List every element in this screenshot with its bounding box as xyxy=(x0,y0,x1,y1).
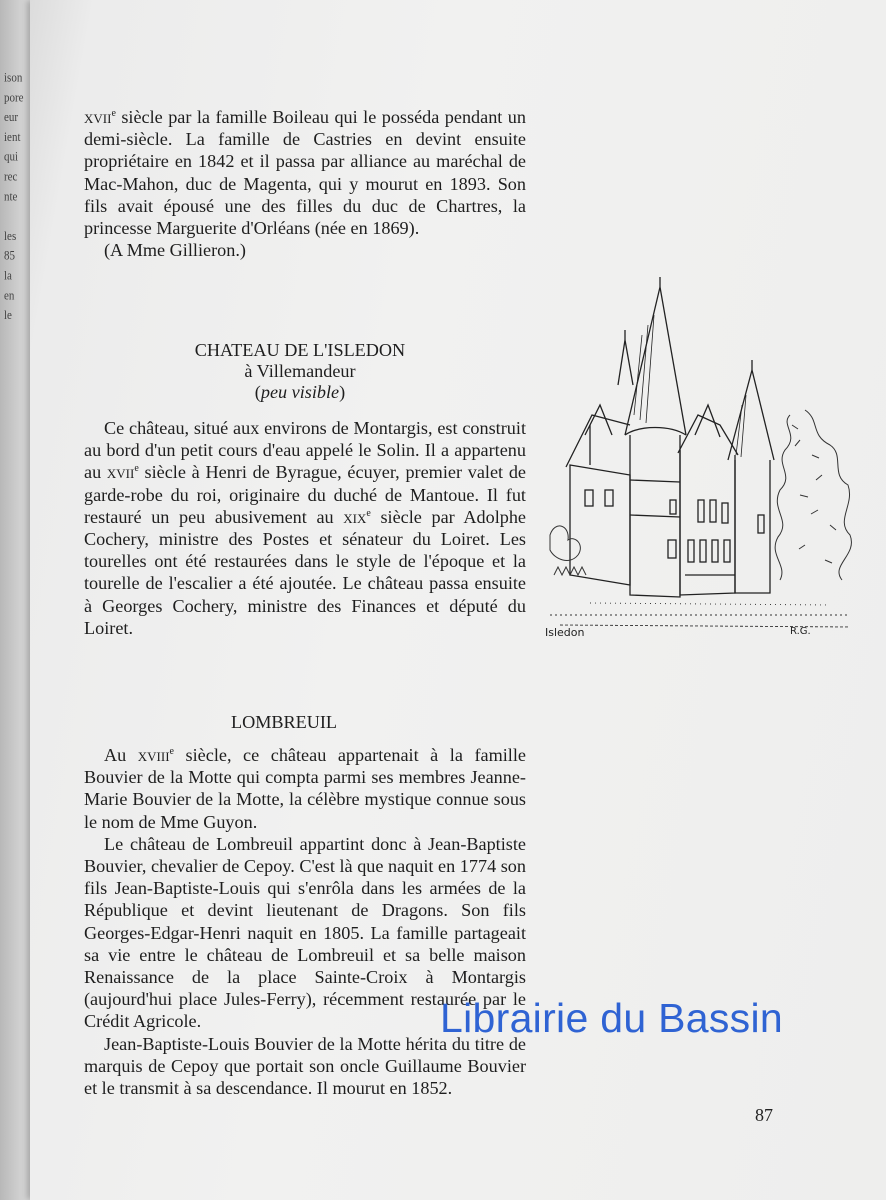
lombreuil-text xyxy=(84,744,526,1099)
page-number: 87 xyxy=(755,1105,773,1125)
drawing-signature: R.G. xyxy=(790,626,811,637)
isledon-visibility: (peu visible) xyxy=(254,382,346,402)
lombreuil-heading xyxy=(184,712,384,733)
chateau-isledon-drawing xyxy=(530,275,860,645)
isledon-paragraph: Ce château, situé aux environs de Montargis, est construit au bord d'un petit cours d'eau appelé le Solin. Il a appartenu au xvii$^e$ siècle à Henri de Byrague, écuyer, premier valet de garde-robe du roi, originaire du duché de Mantoue. Il fut restauré un peu abusivement au xix$^e$ siècle par Adolphe Cochery, ministre des Postes et sénateur du Loiret. Les tourelles ont été restaurées dans le style de l'époque et la tourelle de l'escalier a été ajoutée. Le château passa ensuite à Georges Cochery, ministre des Finances et député du Loiret. xyxy=(84,418,527,638)
intro-credit: (A Mme Gillieron.) xyxy=(104,240,246,261)
isledon-location: à Villemandeur xyxy=(244,361,356,381)
facing-page-fragments: ison pore eur ient qui rec nte les 85 la en le xyxy=(4,71,24,323)
intro-text: siècle par la famille Boileau qui le posséda pendant un demi-siècle. La famille de Castries en devint ensuite propriétaire en 1842 et il passa par alliance au maréchal de Mac-Mahon, duc de Magenta, qui y mourut en 1893. Son fils avait épousé une des filles du duc de Chartres, la princesse Marguerite d'Orléans (née en 1869). xyxy=(84,107,526,239)
isledon-title: CHATEAU DE L'ISLEDON xyxy=(194,340,406,360)
intro-paragraph: xvii$^e$ siècle par la famille Boileau qui le posséda pendant un demi-siècle. La famille de Castries en devint ensuite propriétaire en 1842 et il passa par alliance au maréchal de Mac-Mahon, duc de Magenta, qui y mourut en 1893. Son fils avait épousé une des filles du duc de Chartres, la princesse Marguerite d'Orléans (née en 1869). (A Mme Gillieron.) xyxy=(84,107,526,261)
lombreuil-paragraph-3: Jean-Baptiste-Louis Bouvier de la Motte hérita du titre de marquis de Cepoy que portait son oncle Guillaume Bouvier et le transmit à sa descendance. Il mourut en 1852. xyxy=(84,1033,526,1099)
drawing-caption: Isledon xyxy=(545,626,585,639)
lombreuil-paragraph-2: Le château de Lombreuil appartint donc à Jean-Baptiste Bouvier, chevalier de Cepoy. C'est là que naquit en 1774 son fils Jean-Baptiste-Louis qui s'enrôla dans les armées de la République et devint lieutenant de Dragons. Son fils Georges-Edgar-Henri naquit en 1805. La famille partageait sa vie entre le château de Lombreuil et sa belle maison Renaissance de la place Sainte-Croix à Montargis (aujourd'hui place Jules-Ferry), récemment restaurée par le Crédit Agricole. xyxy=(84,833,526,1032)
isledon-heading xyxy=(150,340,450,403)
lombreuil-paragraph-1: Au xviii$^e$ siècle, ce château appartenait à la famille Bouvier de la Motte qui compta parmi ses membres Jeanne-Marie Bouvier de la Motte, la célèbre mystique connue sous le nom de Mme Guyon. xyxy=(84,745,526,832)
seller-watermark: Librairie du Bassin xyxy=(440,995,783,1041)
intro-century: xvii xyxy=(84,107,112,127)
lombreuil-title: LOMBREUIL xyxy=(230,712,338,732)
